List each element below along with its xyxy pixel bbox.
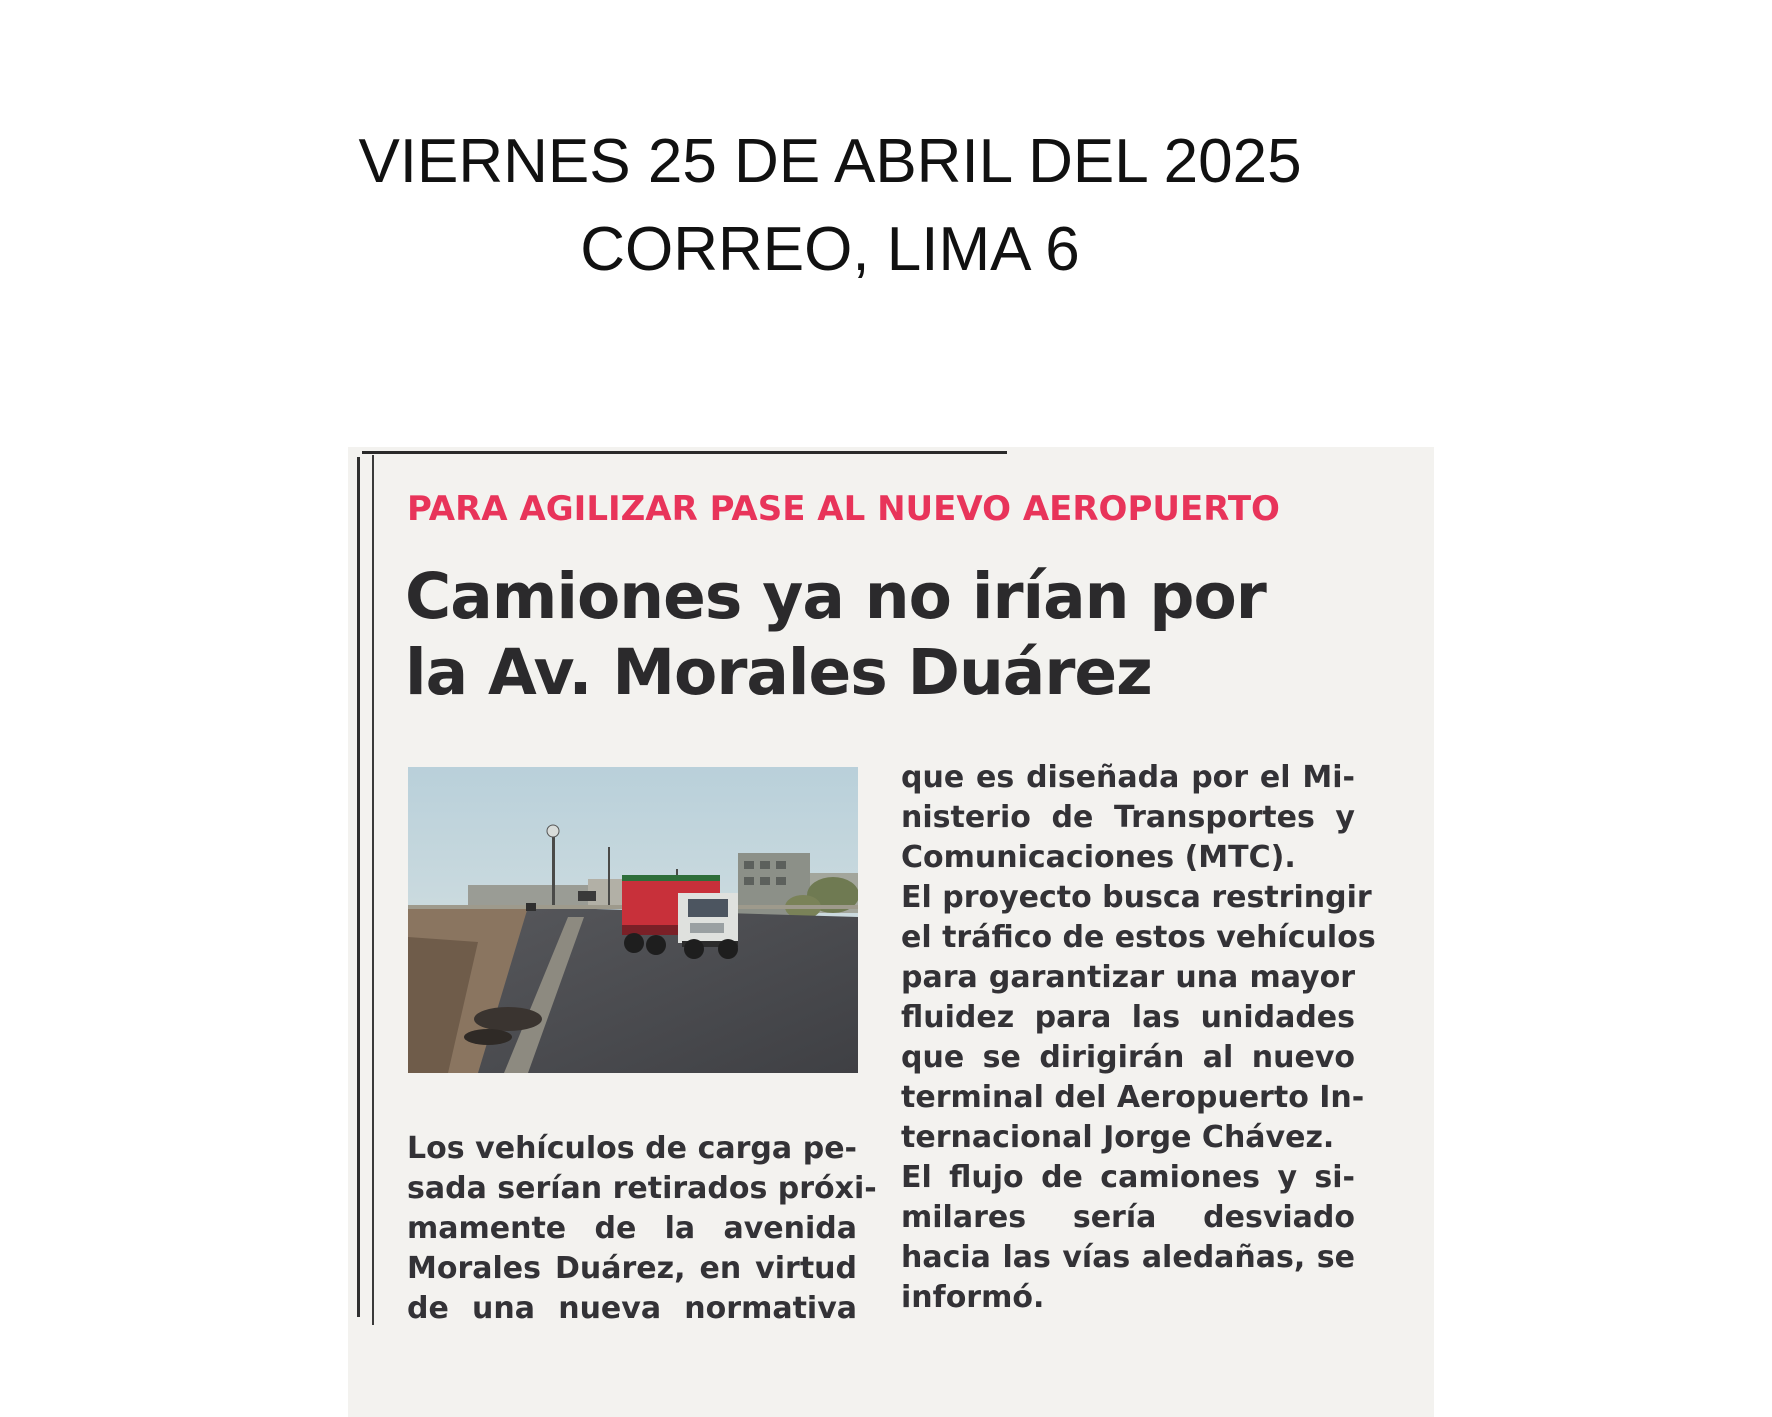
headline-line: Camiones ya no irían por [405,560,1266,633]
text-line: Comunicaciones (MTC). [901,840,1296,875]
text-line: El flujo de camiones y si- [901,1160,1355,1195]
text-line: Morales Duárez, en virtud [407,1251,857,1286]
text-line: hacia las vías aledañas, se [901,1240,1355,1275]
newspaper-clipping [348,447,1434,1417]
source-line: CORREO, LIMA 6 [580,215,1080,284]
text-line: el tráfico de estos vehículos [901,920,1376,955]
clipping-caption [0,118,1660,294]
headline-line: la Av. Morales Duárez [405,636,1152,709]
text-line: El proyecto busca restringir [901,880,1372,915]
text-line: que es diseñada por el Mi- [901,760,1355,795]
text-line: para garantizar una mayor [901,960,1355,995]
article-photo [408,767,858,1073]
text-line: milares sería desviado [901,1200,1355,1235]
text-line: mamente de la avenida [407,1211,857,1246]
left-rule-inner [372,455,374,1325]
text-line: sada serían retirados próxi- [407,1171,877,1206]
right-column [901,758,1376,1318]
text-line: que se dirigirán al nuevo [901,1040,1355,1075]
text-line: ternacional Jorge Chávez. [901,1120,1335,1155]
text-line: informó. [901,1280,1045,1315]
top-rule [362,451,1007,454]
article-headline [405,559,1405,711]
text-line: fluidez para las unidades [901,1000,1355,1035]
text-line: nisterio de Transportes y [901,800,1355,835]
left-column [407,1129,877,1329]
text-line: terminal del Aeropuerto In- [901,1080,1365,1115]
date-line: VIERNES 25 DE ABRIL DEL 2025 [358,127,1302,196]
text-line: Los vehículos de carga pe- [407,1131,857,1166]
text-line: de una nueva normativa [407,1291,857,1326]
left-rule [357,457,360,1317]
article-kicker: PARA AGILIZAR PASE AL NUEVO AEROPUERTO [407,489,1280,529]
